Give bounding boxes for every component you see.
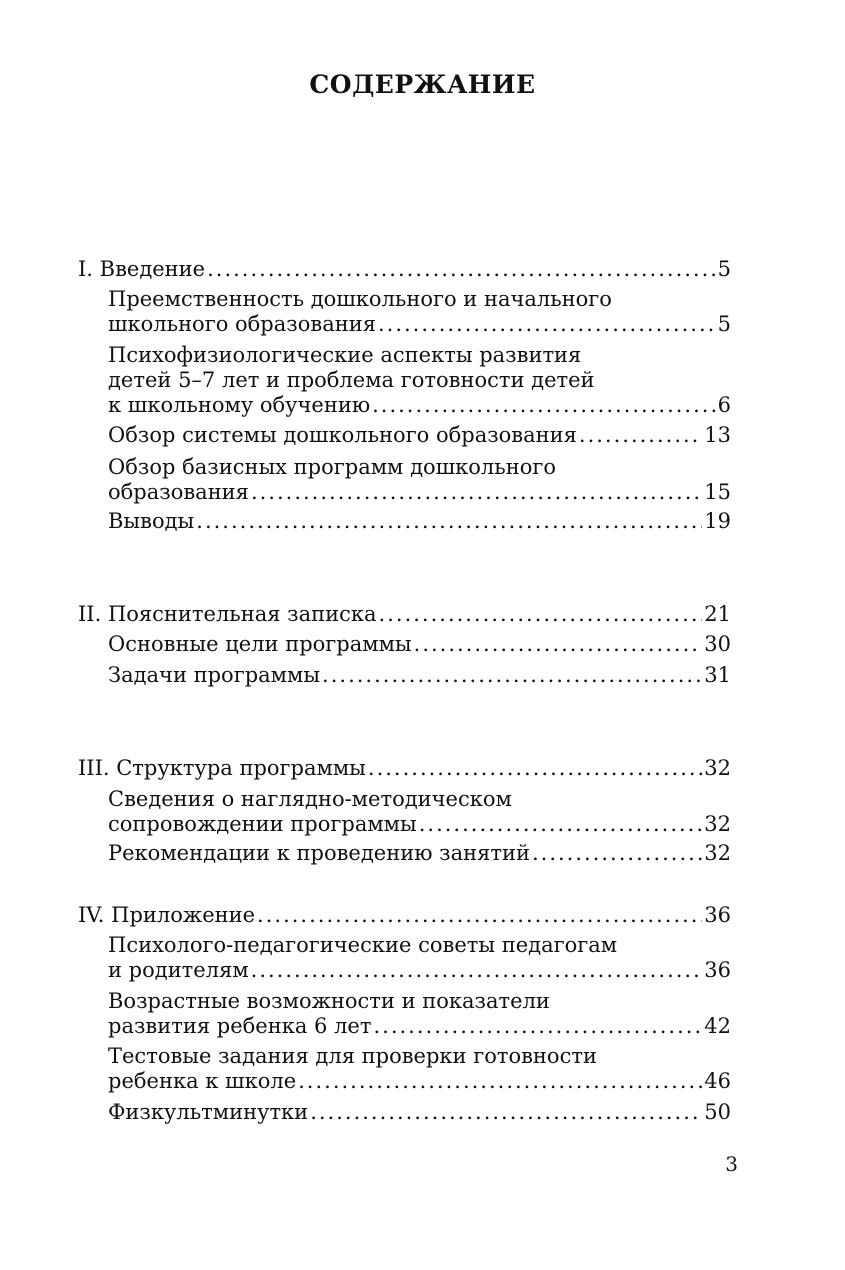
- toc-item-line: Психофизиологические аспекты развития: [108, 343, 582, 367]
- toc-page-number: 36: [704, 903, 731, 927]
- toc-page-number: 21: [704, 602, 731, 626]
- toc-page-number: 15: [704, 480, 731, 504]
- toc-item-line: и родителям: [108, 958, 249, 982]
- toc-item[interactable]: [108, 1044, 731, 1094]
- page-title: СОДЕРЖАНИЕ: [309, 70, 536, 99]
- dot-leader: [414, 632, 703, 657]
- dot-leader: [579, 423, 702, 448]
- toc-item-line: Психолого-педагогические советы педагогам: [108, 933, 618, 957]
- toc-page-number: 36: [704, 958, 731, 982]
- toc-item-line: ребенка к школе: [108, 1069, 297, 1093]
- dot-leader: [322, 663, 702, 688]
- dot-leader: [368, 756, 702, 781]
- toc-item-line: развития ребенка 6 лет: [108, 1014, 372, 1038]
- dot-leader: [373, 1014, 702, 1039]
- dot-leader: [419, 812, 703, 837]
- toc-section-label: I. Введение: [78, 257, 206, 281]
- toc-item[interactable]: [108, 841, 731, 866]
- toc-item-line: сопровождении программы: [108, 812, 417, 836]
- toc-item-line: Физкультминутки: [108, 1100, 309, 1124]
- toc-item-line: Сведения о наглядно-методическом: [108, 787, 512, 811]
- toc-item-line: Тестовые задания для проверки готовности: [108, 1044, 597, 1068]
- toc-item-line: детей 5–7 лет и проблема готовности детей: [108, 368, 595, 392]
- dot-leader: [196, 509, 702, 534]
- toc-section-label: III. Структура программы: [78, 756, 366, 780]
- toc-item[interactable]: [108, 423, 731, 448]
- toc-page-number: 42: [704, 1014, 731, 1038]
- dot-leader: [310, 1100, 702, 1125]
- toc-section-label: IV. Приложение: [78, 903, 256, 927]
- toc-item[interactable]: [108, 632, 731, 657]
- toc-page-number: 46: [704, 1069, 731, 1093]
- dot-leader: [251, 958, 703, 983]
- toc-page-number: 6: [717, 393, 731, 417]
- toc-page-number: 50: [704, 1100, 731, 1124]
- toc-item-line: Рекомендации к проведению занятий: [108, 841, 530, 865]
- toc-item[interactable]: [108, 663, 731, 688]
- toc-section-label: II. Пояснительная записка: [78, 602, 377, 626]
- toc-item-line: Выводы: [108, 509, 195, 533]
- toc-page-number: 32: [704, 812, 731, 836]
- toc-section-3[interactable]: [78, 756, 731, 781]
- toc-item-line: Возрастные возможности и показатели: [108, 989, 550, 1013]
- toc-item-line: Основные цели программы: [108, 632, 412, 656]
- toc-page-number: 31: [704, 663, 731, 687]
- toc-item[interactable]: [108, 287, 731, 337]
- toc-item-line: образования: [108, 480, 249, 504]
- toc-item[interactable]: [108, 343, 731, 418]
- dot-leader: [378, 312, 716, 337]
- dot-leader: [298, 1069, 702, 1094]
- toc-item[interactable]: [108, 1100, 731, 1125]
- toc-item[interactable]: [108, 787, 731, 837]
- toc-page-number: 19: [704, 509, 731, 533]
- toc-item-line: Обзор системы дошкольного образования: [108, 423, 577, 447]
- toc-item-line: Обзор базисных программ дошкольного: [108, 455, 556, 479]
- toc-page-number: 5: [717, 257, 731, 281]
- dot-leader: [257, 903, 702, 928]
- toc-item[interactable]: [108, 989, 731, 1039]
- toc-page-number: 32: [704, 841, 731, 865]
- toc-item[interactable]: [108, 933, 731, 983]
- dot-leader: [379, 602, 703, 627]
- toc-page-number: 5: [717, 312, 731, 336]
- toc-section-2[interactable]: [78, 602, 731, 627]
- toc-item-line: школьного образования: [108, 312, 376, 336]
- page-number: 3: [725, 1152, 738, 1176]
- toc-item[interactable]: [108, 509, 731, 534]
- toc-page-number: 30: [704, 632, 731, 656]
- toc-page-number: 13: [704, 423, 731, 447]
- dot-leader: [532, 841, 702, 866]
- toc-item[interactable]: [108, 455, 731, 505]
- dot-leader: [251, 480, 702, 505]
- dot-leader: [207, 257, 716, 282]
- dot-leader: [372, 393, 716, 418]
- toc-item-line: Задачи программы: [108, 663, 321, 687]
- toc-section-1[interactable]: [78, 257, 731, 282]
- toc-item-line: Преемственность дошкольного и начального: [108, 287, 612, 311]
- toc-page-number: 32: [704, 756, 731, 780]
- toc-section-4[interactable]: [78, 903, 731, 928]
- toc-item-line: к школьному обучению: [108, 393, 371, 417]
